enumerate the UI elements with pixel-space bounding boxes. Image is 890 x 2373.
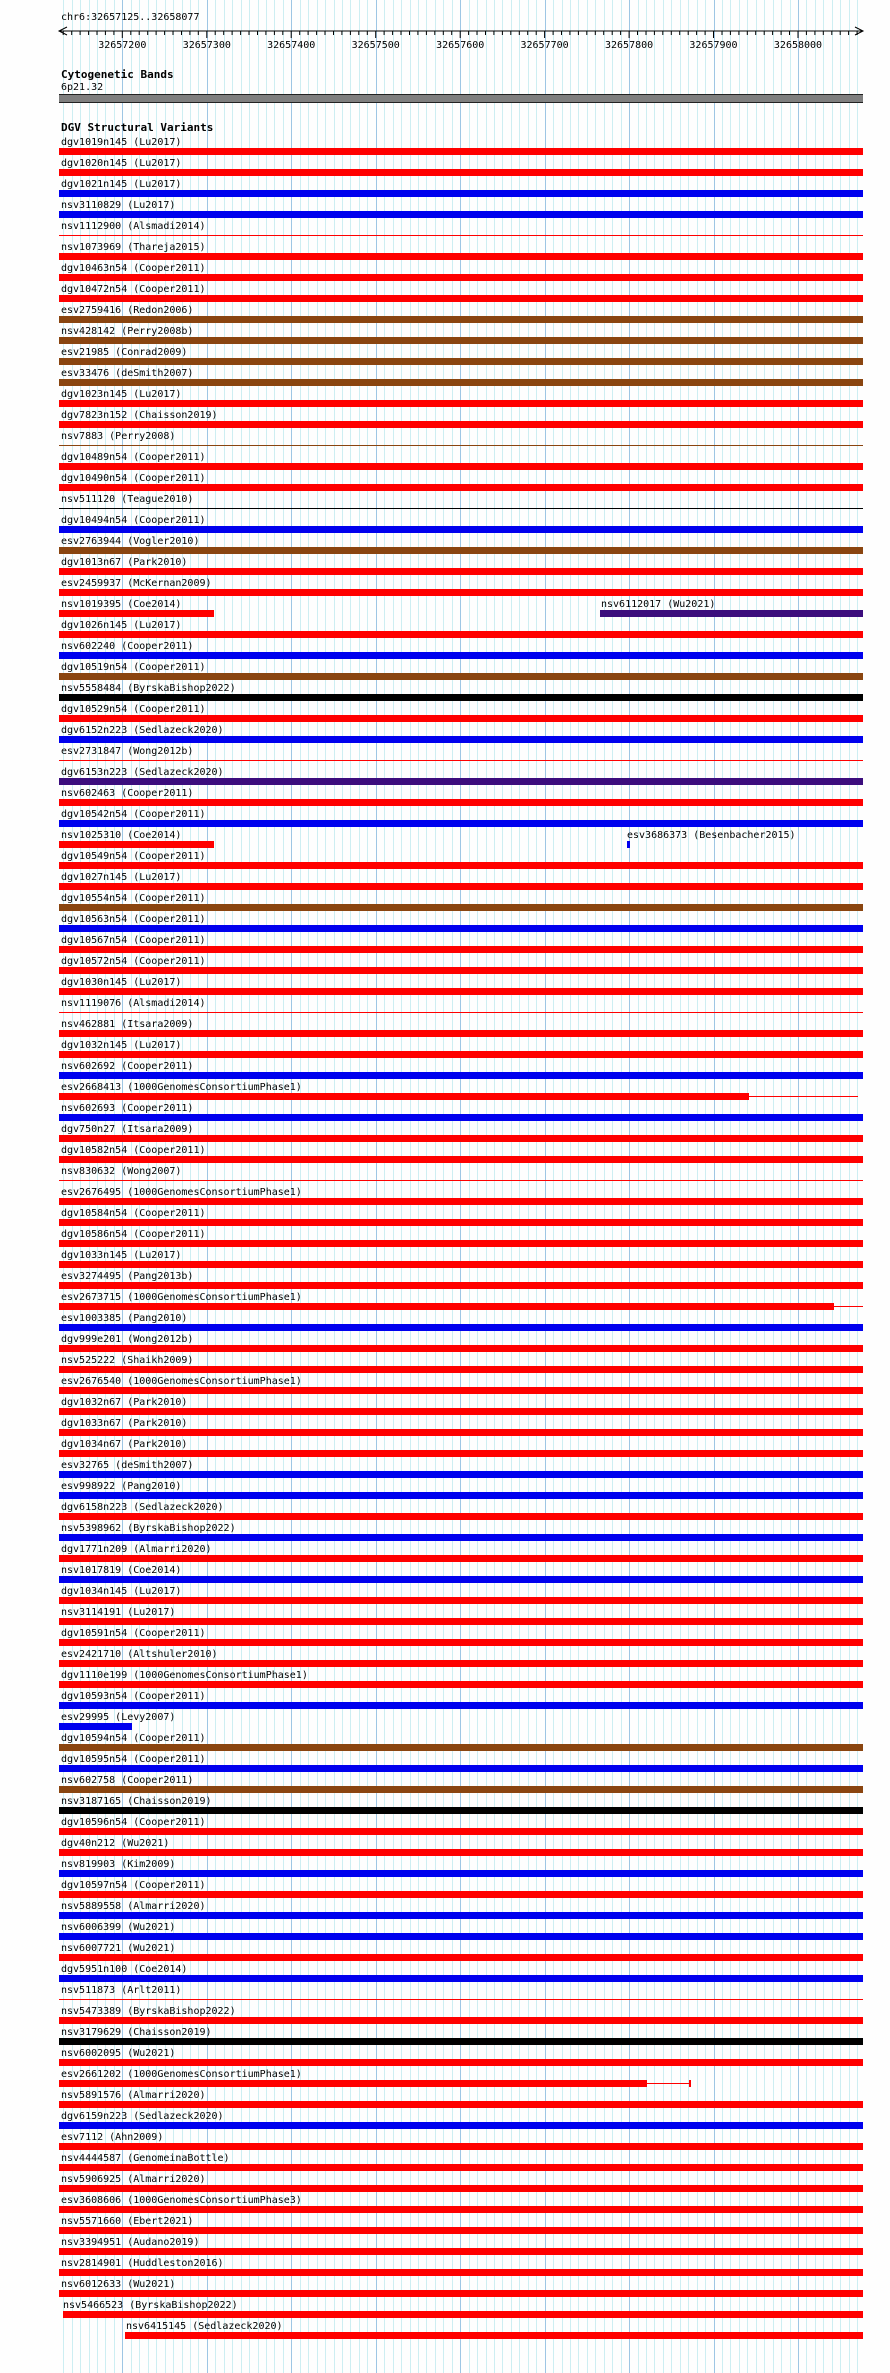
variant-bar-tail[interactable] [647, 2083, 690, 2084]
variant-bar[interactable] [59, 508, 863, 509]
variant-bar[interactable] [59, 1765, 863, 1772]
variant-bar[interactable] [627, 841, 630, 848]
ruler-tick-label: 32657600 [436, 40, 485, 51]
variant-label[interactable]: dgv10494n54 (Cooper2011) [61, 515, 206, 526]
variant-bar[interactable] [59, 652, 863, 659]
variant-label[interactable]: esv998922 (Pang2010) [61, 1481, 182, 1492]
variant-bar[interactable] [59, 1030, 863, 1037]
variant-label[interactable]: nsv830632 (Wong2007) [61, 1166, 182, 1177]
variant-bar[interactable] [600, 610, 863, 617]
variant-bar[interactable] [59, 610, 214, 617]
variant-label[interactable]: dgv1034n67 (Park2010) [61, 1439, 188, 1450]
variant-bar[interactable] [59, 1660, 863, 1667]
variant-label[interactable]: nsv3187165 (Chaisson2019) [61, 1796, 212, 1807]
variant-label[interactable]: dgv10597n54 (Cooper2011) [61, 1880, 206, 1891]
variant-bar[interactable] [59, 463, 863, 470]
variant-bar[interactable] [59, 1681, 863, 1688]
variant-bar[interactable] [59, 1639, 863, 1646]
variant-bar[interactable] [59, 1135, 863, 1142]
variant-label[interactable]: nsv3114191 (Lu2017) [61, 1607, 176, 1618]
variant-bar[interactable] [59, 1180, 863, 1181]
variant-bar[interactable] [59, 1471, 863, 1478]
dgv-section-title: DGV Structural Variants [61, 121, 214, 134]
variant-bar[interactable] [59, 1324, 863, 1331]
variant-label[interactable]: dgv10584n54 (Cooper2011) [61, 1208, 206, 1219]
variant-label[interactable]: esv2676540 (1000GenomesConsortiumPhase1) [61, 1376, 302, 1387]
variant-label[interactable]: nsv2814901 (Huddleston2016) [61, 2258, 224, 2269]
variant-bar[interactable] [59, 1597, 863, 1604]
variant-label[interactable]: dgv10567n54 (Cooper2011) [61, 935, 206, 946]
variant-bar[interactable] [59, 1072, 863, 1079]
ruler-tick-label: 32657400 [267, 40, 316, 51]
variant-label[interactable]: nsv428142 (Perry2008b) [61, 326, 194, 337]
variant-bar[interactable] [59, 547, 863, 554]
variant-label[interactable]: esv2661202 (1000GenomesConsortiumPhase1) [61, 2069, 302, 2080]
ruler-tick-label: 32657900 [689, 40, 738, 51]
variant-label[interactable]: dgv1034n145 (Lu2017) [61, 1586, 182, 1597]
variant-label[interactable]: nsv1112900 (Alsmadi2014) [61, 221, 206, 232]
variant-bar[interactable] [59, 1051, 863, 1058]
variant-label[interactable]: esv2676495 (1000GenomesConsortiumPhase1) [61, 1187, 302, 1198]
variant-bar[interactable] [59, 1240, 863, 1247]
variant-label[interactable]: nsv5558484 (ByrskaBishop2022) [61, 683, 236, 694]
variant-label[interactable]: esv21985 (Conrad2009) [61, 347, 188, 358]
variant-label[interactable]: dgv6153n223 (Sedlazeck2020) [61, 767, 224, 778]
variant-bar[interactable] [59, 2206, 863, 2213]
ruler-tick-label: 32657200 [98, 40, 147, 51]
variant-label[interactable]: dgv10591n54 (Cooper2011) [61, 1628, 206, 1639]
variant-label[interactable]: dgv10563n54 (Cooper2011) [61, 914, 206, 925]
variant-bar[interactable] [59, 1828, 863, 1835]
variant-bar[interactable] [59, 1114, 863, 1121]
variant-label[interactable]: esv29995 (Levy2007) [61, 1712, 176, 1723]
variant-label[interactable]: esv2668413 (1000GenomesConsortiumPhase1) [61, 1082, 302, 1093]
variant-label[interactable]: dgv750n27 (Itsara2009) [61, 1124, 194, 1135]
variant-bar[interactable] [59, 1849, 863, 1856]
variant-bar[interactable] [59, 2038, 863, 2045]
variant-bar[interactable] [59, 2248, 863, 2255]
variant-label[interactable]: nsv1073969 (Thareja2015) [61, 242, 206, 253]
variant-bar[interactable] [59, 1999, 863, 2000]
variant-bar[interactable] [59, 1534, 863, 1541]
variant-label[interactable]: dgv10549n54 (Cooper2011) [61, 851, 206, 862]
variant-bar[interactable] [59, 2080, 647, 2087]
variant-label[interactable]: nsv511873 (Arlt2011) [61, 1985, 182, 1996]
variant-label[interactable]: dgv10572n54 (Cooper2011) [61, 956, 206, 967]
variant-label[interactable]: dgv10519n54 (Cooper2011) [61, 662, 206, 673]
variant-label[interactable]: dgv999e201 (Wong2012b) [61, 1334, 194, 1345]
variant-bar[interactable] [59, 589, 863, 596]
variant-label[interactable]: esv3686373 (Besenbacher2015) [627, 830, 796, 841]
variant-label[interactable]: dgv6152n223 (Sedlazeck2020) [61, 725, 224, 736]
variant-bar[interactable] [59, 778, 863, 785]
variant-label[interactable]: nsv602693 (Cooper2011) [61, 1103, 194, 1114]
variant-bar[interactable] [59, 1975, 863, 1982]
variant-bar[interactable] [59, 673, 863, 680]
variant-label[interactable]: nsv602463 (Cooper2011) [61, 788, 194, 799]
variant-label[interactable]: nsv1017819 (Coe2014) [61, 1565, 182, 1576]
variant-label[interactable]: dgv10542n54 (Cooper2011) [61, 809, 206, 820]
variant-label[interactable]: esv32765 (deSmith2007) [61, 1460, 194, 1471]
variant-bar[interactable] [59, 1513, 863, 1520]
variant-label[interactable]: dgv7823n152 (Chaisson2019) [61, 410, 218, 421]
variant-label[interactable]: esv2759416 (Redon2006) [61, 305, 194, 316]
variant-label[interactable]: nsv1119076 (Alsmadi2014) [61, 998, 206, 1009]
variant-bar-tail[interactable] [834, 1306, 863, 1307]
variant-label[interactable]: nsv511120 (Teague2010) [61, 494, 194, 505]
variant-bar[interactable] [59, 2017, 863, 2024]
variant-label[interactable]: dgv5951n100 (Coe2014) [61, 1964, 188, 1975]
variant-label[interactable]: nsv525222 (Shaikh2009) [61, 1355, 194, 1366]
variant-bar[interactable] [59, 1450, 863, 1457]
variant-bar-endcap[interactable] [689, 2080, 691, 2087]
variant-label[interactable]: nsv602692 (Cooper2011) [61, 1061, 194, 1072]
variant-bar[interactable] [59, 2059, 863, 2066]
variant-label[interactable]: dgv10489n54 (Cooper2011) [61, 452, 206, 463]
variant-label[interactable]: dgv10594n54 (Cooper2011) [61, 1733, 206, 1744]
variant-bar[interactable] [59, 1429, 863, 1436]
variant-bar[interactable] [59, 2143, 863, 2150]
variant-label[interactable]: esv3274495 (Pang2013b) [61, 1271, 194, 1282]
variant-bar[interactable] [59, 379, 863, 386]
variant-label[interactable]: nsv1019395 (Coe2014) [61, 599, 182, 610]
variant-label[interactable]: dgv1019n145 (Lu2017) [61, 137, 182, 148]
variant-label[interactable]: nsv7883 (Perry2008) [61, 431, 176, 442]
cytobands-section-title: Cytogenetic Bands [61, 68, 174, 81]
variant-bar[interactable] [59, 2290, 863, 2297]
variant-bar[interactable] [59, 358, 863, 365]
variant-label[interactable]: nsv602758 (Cooper2011) [61, 1775, 194, 1786]
variant-bar[interactable] [59, 904, 863, 911]
variant-label[interactable]: nsv3179629 (Chaisson2019) [61, 2027, 212, 2038]
variant-label[interactable]: nsv6002095 (Wu2021) [61, 2048, 176, 2059]
variant-bar[interactable] [59, 946, 863, 953]
variant-label[interactable]: esv3608606 (1000GenomesConsortiumPhase3) [61, 2195, 302, 2206]
variant-label[interactable]: nsv462881 (Itsara2009) [61, 1019, 194, 1030]
variant-bar[interactable] [59, 1807, 863, 1814]
variant-label[interactable]: nsv602240 (Cooper2011) [61, 641, 194, 652]
variant-label[interactable]: nsv6007721 (Wu2021) [61, 1943, 176, 1954]
variant-label[interactable]: nsv4444587 (GenomeinaBottle) [61, 2153, 230, 2164]
variant-bar[interactable] [59, 1702, 863, 1709]
variant-bar[interactable] [59, 1261, 863, 1268]
ruler-tick-label: 32657800 [605, 40, 654, 51]
variant-bar[interactable] [59, 1408, 863, 1415]
variant-label[interactable]: nsv6006399 (Wu2021) [61, 1922, 176, 1933]
variant-bar-tail[interactable] [749, 1096, 858, 1097]
variant-label[interactable]: nsv1025310 (Coe2014) [61, 830, 182, 841]
variant-bar[interactable] [59, 820, 863, 827]
variant-label[interactable]: nsv5906925 (Almarri2020) [61, 2174, 206, 2185]
variant-bar[interactable] [59, 445, 863, 446]
variant-bar[interactable] [59, 400, 863, 407]
variant-bar[interactable] [59, 1954, 863, 1961]
variant-label[interactable]: nsv5889558 (Almarri2020) [61, 1901, 206, 1912]
variant-bar[interactable] [59, 715, 863, 722]
variant-bar[interactable] [59, 316, 863, 323]
variant-label[interactable]: dgv1033n145 (Lu2017) [61, 1250, 182, 1261]
variant-bar[interactable] [59, 1933, 863, 1940]
variant-label[interactable]: dgv1023n145 (Lu2017) [61, 389, 182, 400]
variant-bar[interactable] [59, 2227, 863, 2234]
ruler-tick-label: 32658000 [773, 40, 823, 51]
variant-label[interactable]: dgv10595n54 (Cooper2011) [61, 1754, 206, 1765]
variant-label[interactable]: dgv6159n223 (Sedlazeck2020) [61, 2111, 224, 2122]
variant-bar[interactable] [59, 799, 863, 806]
variant-label[interactable]: dgv10586n54 (Cooper2011) [61, 1229, 206, 1240]
variant-label[interactable]: esv1003385 (Pang2010) [61, 1313, 188, 1324]
variant-label[interactable]: dgv1030n145 (Lu2017) [61, 977, 182, 988]
variant-bar[interactable] [59, 1618, 863, 1625]
variant-bar[interactable] [59, 2185, 863, 2192]
variant-bar[interactable] [59, 1387, 863, 1394]
variant-bar[interactable] [59, 694, 863, 701]
variant-bar[interactable] [63, 2311, 863, 2318]
variant-bar[interactable] [59, 1012, 863, 1013]
variant-bar[interactable] [59, 484, 863, 491]
variant-bar[interactable] [59, 841, 214, 848]
variant-label[interactable]: dgv10529n54 (Cooper2011) [61, 704, 206, 715]
variant-bar[interactable] [59, 421, 863, 428]
variant-bar[interactable] [59, 235, 863, 236]
variant-label[interactable]: dgv10582n54 (Cooper2011) [61, 1145, 206, 1156]
variant-bar[interactable] [59, 883, 863, 890]
coordinate-ruler [0, 0, 890, 58]
ruler-tick-label: 32657500 [351, 40, 400, 51]
variant-bar[interactable] [59, 1555, 863, 1562]
variant-label[interactable]: dgv1013n67 (Park2010) [61, 557, 188, 568]
variant-bar[interactable] [59, 1492, 863, 1499]
variant-bar[interactable] [59, 1282, 863, 1289]
variant-label[interactable]: nsv5891576 (Almarri2020) [61, 2090, 206, 2101]
variant-label[interactable]: nsv3394951 (Audano2019) [61, 2237, 200, 2248]
variant-label[interactable]: dgv1032n145 (Lu2017) [61, 1040, 182, 1051]
variant-label[interactable]: nsv6112017 (Wu2021) [601, 599, 716, 610]
variant-bar[interactable] [59, 1219, 863, 1226]
variant-bar[interactable] [59, 1912, 863, 1919]
variant-label[interactable]: nsv819903 (Kim2009) [61, 1859, 176, 1870]
variant-label[interactable]: dgv1026n145 (Lu2017) [61, 620, 182, 631]
ruler-tick-label: 32657300 [182, 40, 231, 51]
variant-bar[interactable] [59, 2164, 863, 2171]
variant-bar[interactable] [59, 337, 863, 344]
variant-label[interactable]: esv2459937 (McKernan2009) [61, 578, 212, 589]
variant-bar[interactable] [59, 1303, 834, 1310]
variant-label[interactable]: nsv3110829 (Lu2017) [61, 200, 176, 211]
variant-bar[interactable] [59, 526, 863, 533]
region-title: chr6:32657125..32658077 [61, 12, 200, 23]
variant-label[interactable]: esv7112 (Ahn2009) [61, 2132, 164, 2143]
variant-label[interactable]: dgv1033n67 (Park2010) [61, 1418, 188, 1429]
variant-label[interactable]: nsv5571660 (Ebert2021) [61, 2216, 194, 2227]
variant-label[interactable]: dgv1771n209 (Almarri2020) [61, 1544, 212, 1555]
variant-bar[interactable] [59, 1576, 863, 1583]
variant-label[interactable]: dgv10472n54 (Cooper2011) [61, 284, 206, 295]
variant-bar[interactable] [59, 1198, 863, 1205]
variant-bar[interactable] [59, 736, 863, 743]
variant-label[interactable]: dgv1110e199 (1000GenomesConsortiumPhase1) [61, 1670, 308, 1681]
variant-label[interactable]: dgv1020n145 (Lu2017) [61, 158, 182, 169]
variant-label[interactable]: dgv10596n54 (Cooper2011) [61, 1817, 206, 1828]
variant-bar[interactable] [59, 2269, 863, 2276]
variant-bar[interactable] [59, 1345, 863, 1352]
variant-label[interactable]: dgv10593n54 (Cooper2011) [61, 1691, 206, 1702]
variant-bar[interactable] [59, 1744, 863, 1751]
variant-label[interactable]: esv2673715 (1000GenomesConsortiumPhase1) [61, 1292, 302, 1303]
variant-bar[interactable] [59, 295, 863, 302]
variant-label[interactable]: nsv5466523 (ByrskaBishop2022) [63, 2300, 238, 2311]
variant-bar[interactable] [59, 169, 863, 176]
variant-label[interactable]: esv2421710 (Altshuler2010) [61, 1649, 218, 1660]
variant-bar[interactable] [59, 1366, 863, 1373]
variant-label[interactable]: dgv1021n145 (Lu2017) [61, 179, 182, 190]
variant-bar[interactable] [59, 1786, 863, 1793]
ruler-tick-label: 32657700 [520, 40, 569, 51]
variant-bar[interactable] [59, 190, 863, 197]
variant-bar[interactable] [59, 568, 863, 575]
variant-label[interactable]: dgv6158n223 (Sedlazeck2020) [61, 1502, 224, 1513]
variant-label[interactable]: esv2763944 (Vogler2010) [61, 536, 200, 547]
variant-bar[interactable] [59, 760, 863, 761]
variant-bar[interactable] [59, 631, 863, 638]
variant-label[interactable]: nsv5473389 (ByrskaBishop2022) [61, 2006, 236, 2017]
cytoband-bar[interactable] [59, 94, 863, 103]
variant-bar[interactable] [59, 2101, 863, 2108]
variant-bar[interactable] [59, 925, 863, 932]
variant-bar[interactable] [59, 1870, 863, 1877]
variant-bar[interactable] [59, 253, 863, 260]
variant-bar[interactable] [59, 211, 863, 218]
variant-label[interactable]: nsv6415145 (Sedlazeck2020) [126, 2321, 283, 2332]
variant-label[interactable]: nsv6012633 (Wu2021) [61, 2279, 176, 2290]
variant-label[interactable]: nsv5398962 (ByrskaBishop2022) [61, 1523, 236, 1534]
variant-label[interactable]: dgv1032n67 (Park2010) [61, 1397, 188, 1408]
variant-bar[interactable] [59, 967, 863, 974]
variant-bar[interactable] [59, 862, 863, 869]
variant-bar[interactable] [59, 274, 863, 281]
cytoband-name: 6p21.32 [61, 82, 104, 93]
variant-label[interactable]: dgv10490n54 (Cooper2011) [61, 473, 206, 484]
variant-bar[interactable] [59, 988, 863, 995]
variant-bar[interactable] [59, 1156, 863, 1163]
variant-bar[interactable] [125, 2332, 863, 2339]
variant-bar[interactable] [59, 2122, 863, 2129]
variant-label[interactable]: dgv1027n145 (Lu2017) [61, 872, 182, 883]
variant-label[interactable]: esv33476 (deSmith2007) [61, 368, 194, 379]
variant-label[interactable]: dgv10554n54 (Cooper2011) [61, 893, 206, 904]
variant-bar[interactable] [59, 1723, 132, 1730]
variant-bar[interactable] [59, 1093, 749, 1100]
variant-label[interactable]: dgv10463n54 (Cooper2011) [61, 263, 206, 274]
variant-bar[interactable] [59, 148, 863, 155]
variant-label[interactable]: dgv40n212 (Wu2021) [61, 1838, 170, 1849]
variant-bar[interactable] [59, 1891, 863, 1898]
variant-label[interactable]: esv2731847 (Wong2012b) [61, 746, 194, 757]
